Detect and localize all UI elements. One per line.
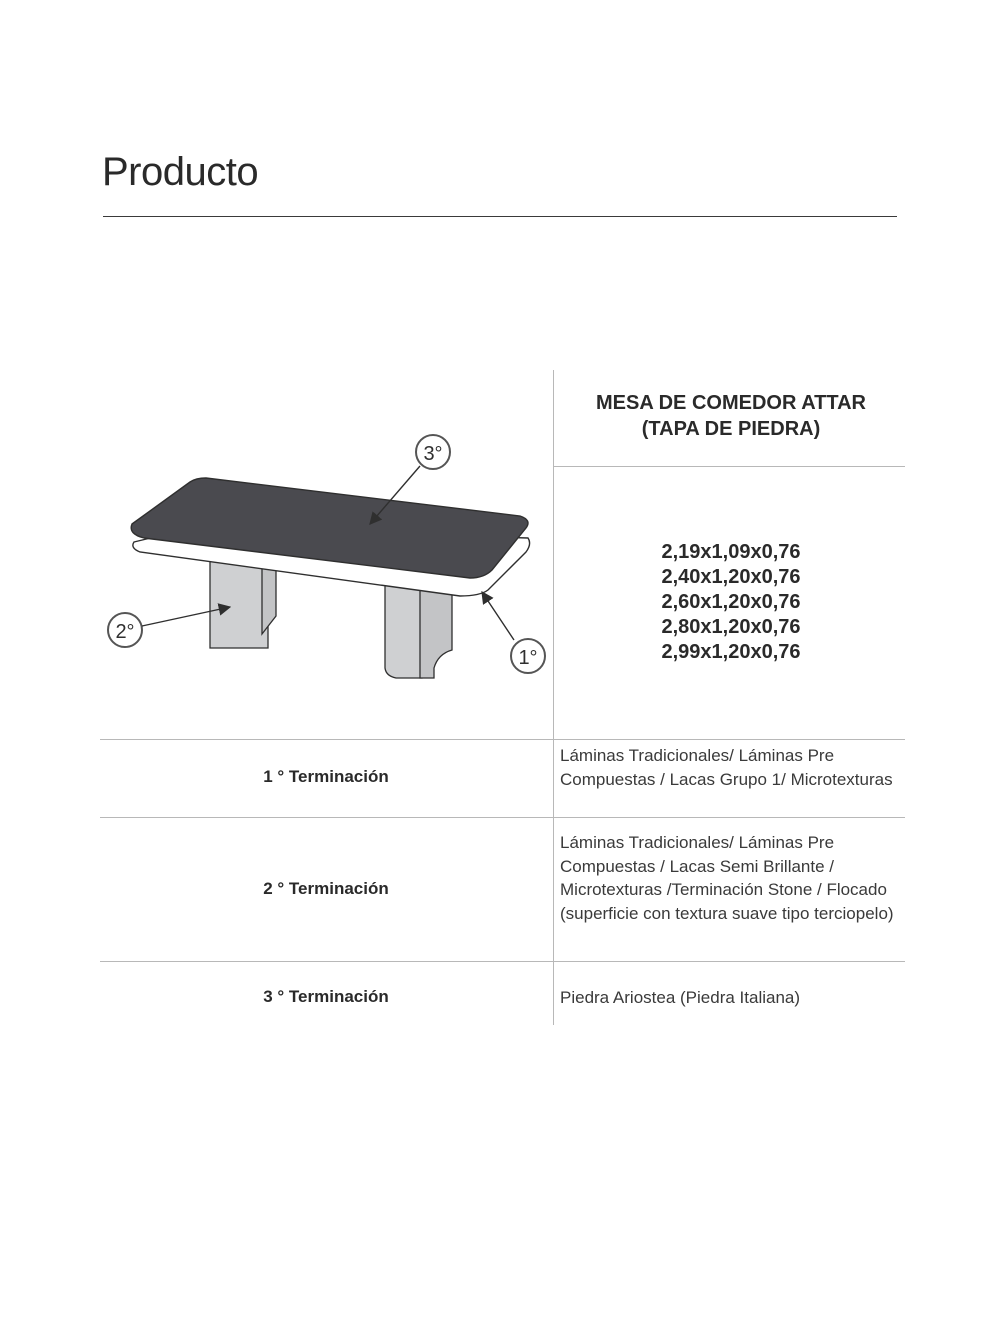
finish-3-description: Piedra Ariostea (Piedra Italiana) [560,988,801,1007]
table-divider-name [553,466,905,467]
table-divider-row1 [100,739,905,740]
table-divider-row3 [100,961,905,962]
dimension-item: 2,40x1,20x0,76 [661,566,801,588]
callout-1-label: 1° [518,647,538,669]
table-leg-right [385,580,452,678]
callout-3-label: 3° [423,443,443,465]
finish-1-label: 1 ° Terminación [263,767,389,786]
finish-2-description: Láminas Tradicionales/ Láminas Pre Compuestas / Lacas Semi Brillante / Microtexturas /Terminación Stone / Flocado (superficie con textura suave tipo terciopelo) [560,833,894,923]
dimension-item: 2,60x1,20x0,76 [661,591,801,613]
table-divider-row2 [100,817,905,818]
finish-1-description: Láminas Tradicionales/ Láminas Pre Compuestas / Lacas Grupo 1/ Microtexturas [560,746,893,789]
product-name-line1: MESA DE COMEDOR ATTAR [596,392,866,414]
finish-3-label: 3 ° Terminación [263,987,389,1006]
table-diagram [100,420,554,720]
product-name [556,390,906,442]
title-divider [103,216,897,217]
product-name-line2: (TAPA DE PIEDRA) [641,418,821,440]
dimension-item: 2,99x1,20x0,76 [661,641,801,663]
dimension-item: 2,19x1,09x0,76 [661,541,801,563]
dimension-item: 2,80x1,20x0,76 [661,616,801,638]
finish-2-label: 2 ° Terminación [263,879,389,898]
callout-2-label: 2° [115,621,135,643]
dimensions-list [556,540,906,665]
page-title: Producto [102,150,259,194]
callout-1-arrow [482,592,514,640]
